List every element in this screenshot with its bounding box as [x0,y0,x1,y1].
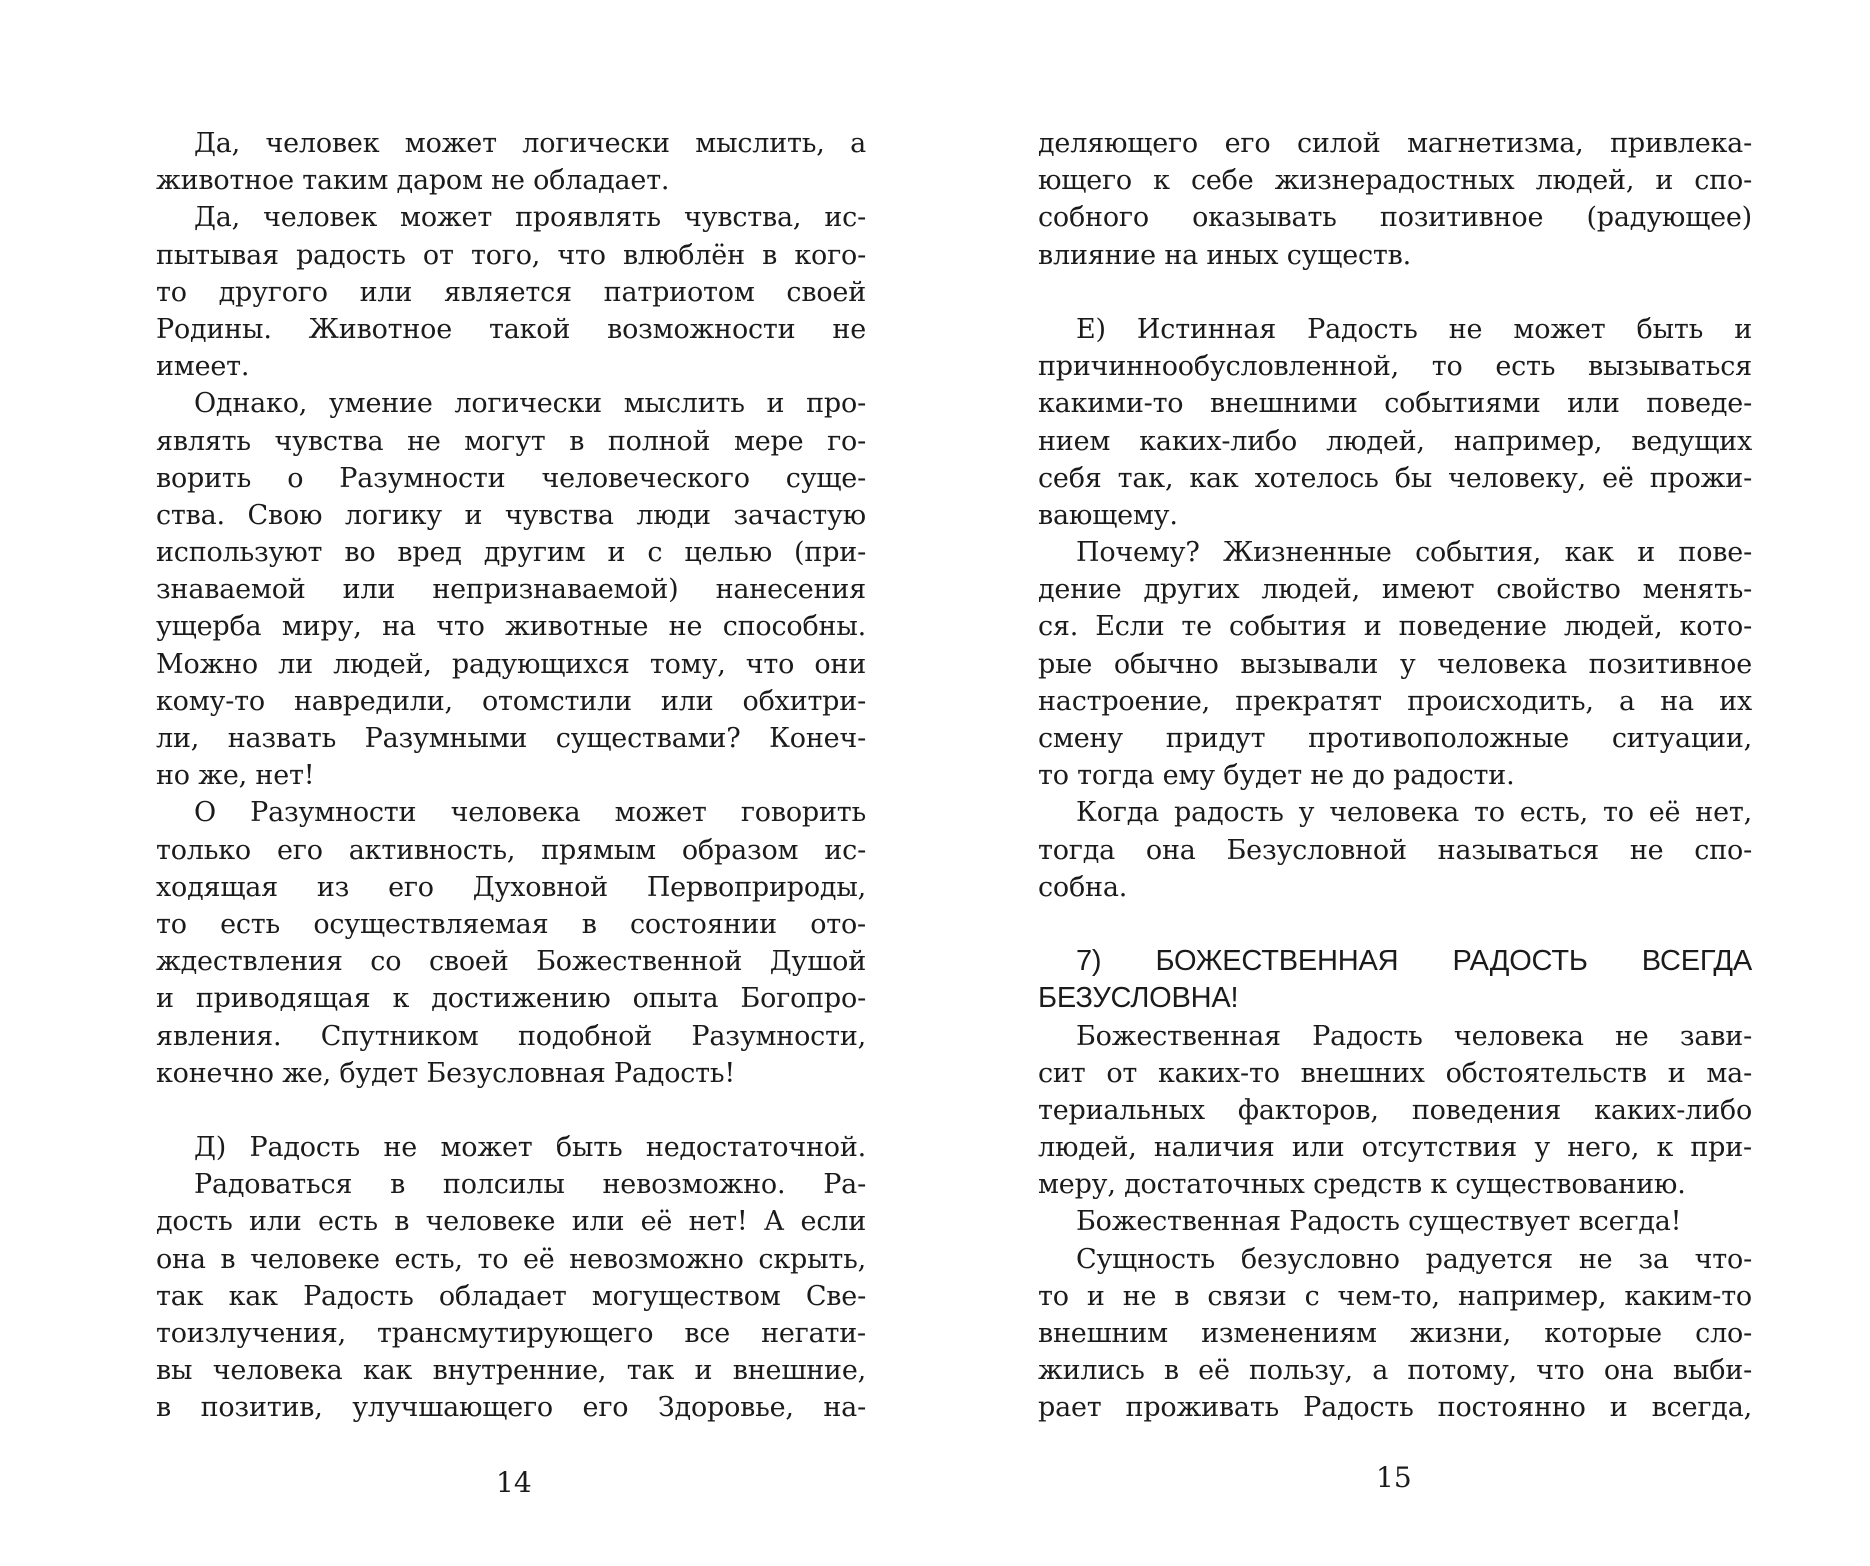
text-line: смену придут противоположные ситуации, [1038,723,1752,754]
text-line: Почему? Жизненные события, как и пове- [1076,537,1752,569]
text-line: дость или есть в человеке или её нет! А если [156,1206,866,1238]
text-line: то есть осуществляемая в состоянии ото- [156,908,866,940]
text-line: тоизлучения, трансмутирующего все негати- [156,1318,866,1349]
text-line: ходящая из его Духовной Первоприроды, [156,871,866,903]
text-line: и приводящая к достижению опыта Богопро- [156,983,866,1015]
text-line: животное таким даром не обладает. [156,165,670,197]
text-line: сит от каких-то внешних обстоятельств и ма- [1038,1057,1752,1089]
text-line: то другого или является патриотом своей [156,276,866,308]
text-line: пытывая радость от того, что влюблён в кого- [156,239,866,271]
text-line: но же, нет! [156,760,315,792]
text-line: Родины. Животное такой возможности не [156,313,866,345]
text-line: влияние на иных существ. [1038,239,1412,271]
text-line: ущерба миру, на что животные не способны. [156,611,866,643]
text-line: Божественная Радость существует всегда! [1076,1206,1682,1238]
text-line: Однако, умение логически мыслить и про- [194,388,866,420]
text-line: какими-то внешними событиями или поведе- [1038,388,1752,420]
text-line: себя так, как хотелось бы человеку, её прожи- [1038,462,1752,494]
text-line: ства. Свою логику и чувства люди зачастую [156,499,866,531]
text-line: нием каких-либо людей, например, ведущих [1038,425,1752,457]
text-line: конечно же, будет Безусловная Радость! [156,1057,736,1089]
text-line: ли, назвать Разумными существами? Конеч- [156,723,866,754]
text-line: Сущность безусловно радуется не за что- [1076,1243,1752,1275]
text-line: ся. Если те события и поведение людей, кото- [1038,611,1752,643]
text-line: являть чувства не могут в полной мере го- [156,425,866,457]
text-line: рает проживать Радость постоянно и всегда, [1038,1392,1752,1424]
blank-line [1038,906,1752,943]
text-line: жились в её пользу, а потому, что она выби- [1038,1355,1752,1387]
text-line: деляющего его силой магнетизма, привлека- [1038,128,1752,159]
text-line: вы человека как внутренние, так и внешние, [156,1355,866,1387]
text-line: Да, человек может логически мыслить, а [194,128,866,159]
text-line: вающему. [1038,499,1178,531]
text-line: Божественная Радость человека не зави- [1076,1020,1752,1052]
text-line: Д) Радость не может быть недостаточной. [194,1132,866,1164]
text-line: Радоваться в полсилы невозможно. Ра- [194,1169,866,1201]
text-line: кому-то навредили, отомстили или обхитри- [156,685,866,717]
page-15-text [1038,125,1752,1427]
text-line: так как Радость обладает могуществом Све- [156,1280,866,1312]
text-line: териальных факторов, поведения каких-либо [1038,1094,1752,1126]
page-number-right: 15 [1376,1461,1412,1494]
text-line: знаваемой или непризнаваемой) нанесения [156,574,866,606]
page-14-text [156,125,866,1427]
page-number-left: 14 [496,1466,532,1499]
section-heading-line: БЕЗУСЛОВНА! [1038,982,1239,1015]
text-line: тогда она Безусловной называться не спо- [1038,834,1752,866]
blank-line [1038,274,1752,311]
text-line: в позитив, улучшающего его Здоровье, на- [156,1392,866,1424]
text-line: ворить о Разумности человеческого суще- [156,462,866,494]
text-line: используют во вред другим и с целью (при- [156,537,866,569]
text-line: рые обычно вызывали у человека позитивное [1038,648,1752,680]
text-line: ющего к себе жизнерадостных людей, и спо- [1038,165,1752,197]
text-line: настроение, прекратят происходить, а на их [1038,685,1752,717]
blank-line [156,1092,866,1129]
text-line: она в человеке есть, то её невозможно скрыть, [156,1243,866,1275]
text-line: Когда радость у человека то есть, то её нет, [1076,797,1752,829]
text-line: то и не в связи с чем-то, например, каким-то [1038,1280,1752,1312]
text-line: меру, достаточных средств к существованию. [1038,1169,1686,1201]
text-line: только его активность, прямым образом ис- [156,834,866,866]
text-line: ждествления со своей Божественной Душой [156,946,866,978]
text-line: причинноoбусловленной, то есть вызываться [1038,351,1752,383]
text-line: собного оказывать позитивное (радующее) [1038,202,1752,234]
text-line: людей, наличия или отсутствия у него, к при- [1038,1132,1752,1164]
text-line: дение других людей, имеют свойство менять- [1038,574,1752,606]
text-line: Можно ли людей, радующихся тому, что они [156,648,866,680]
text-line: внешним изменениям жизни, которые сло- [1038,1318,1752,1349]
text-line: Да, человек может проявлять чувства, ис- [194,202,866,234]
text-line: О Разумности человека может говорить [194,797,866,829]
text-line: то тогда ему будет не до радости. [1038,760,1515,792]
text-line: собна. [1038,871,1128,903]
text-line: явления. Спутником подобной Разумности, [156,1020,866,1052]
text-line: Е) Истинная Радость не может быть и [1076,313,1752,345]
text-line: имеет. [156,351,250,383]
section-heading-line: 7) БОЖЕСТВЕННАЯ РАДОСТЬ ВСЕГДА [1076,945,1752,978]
